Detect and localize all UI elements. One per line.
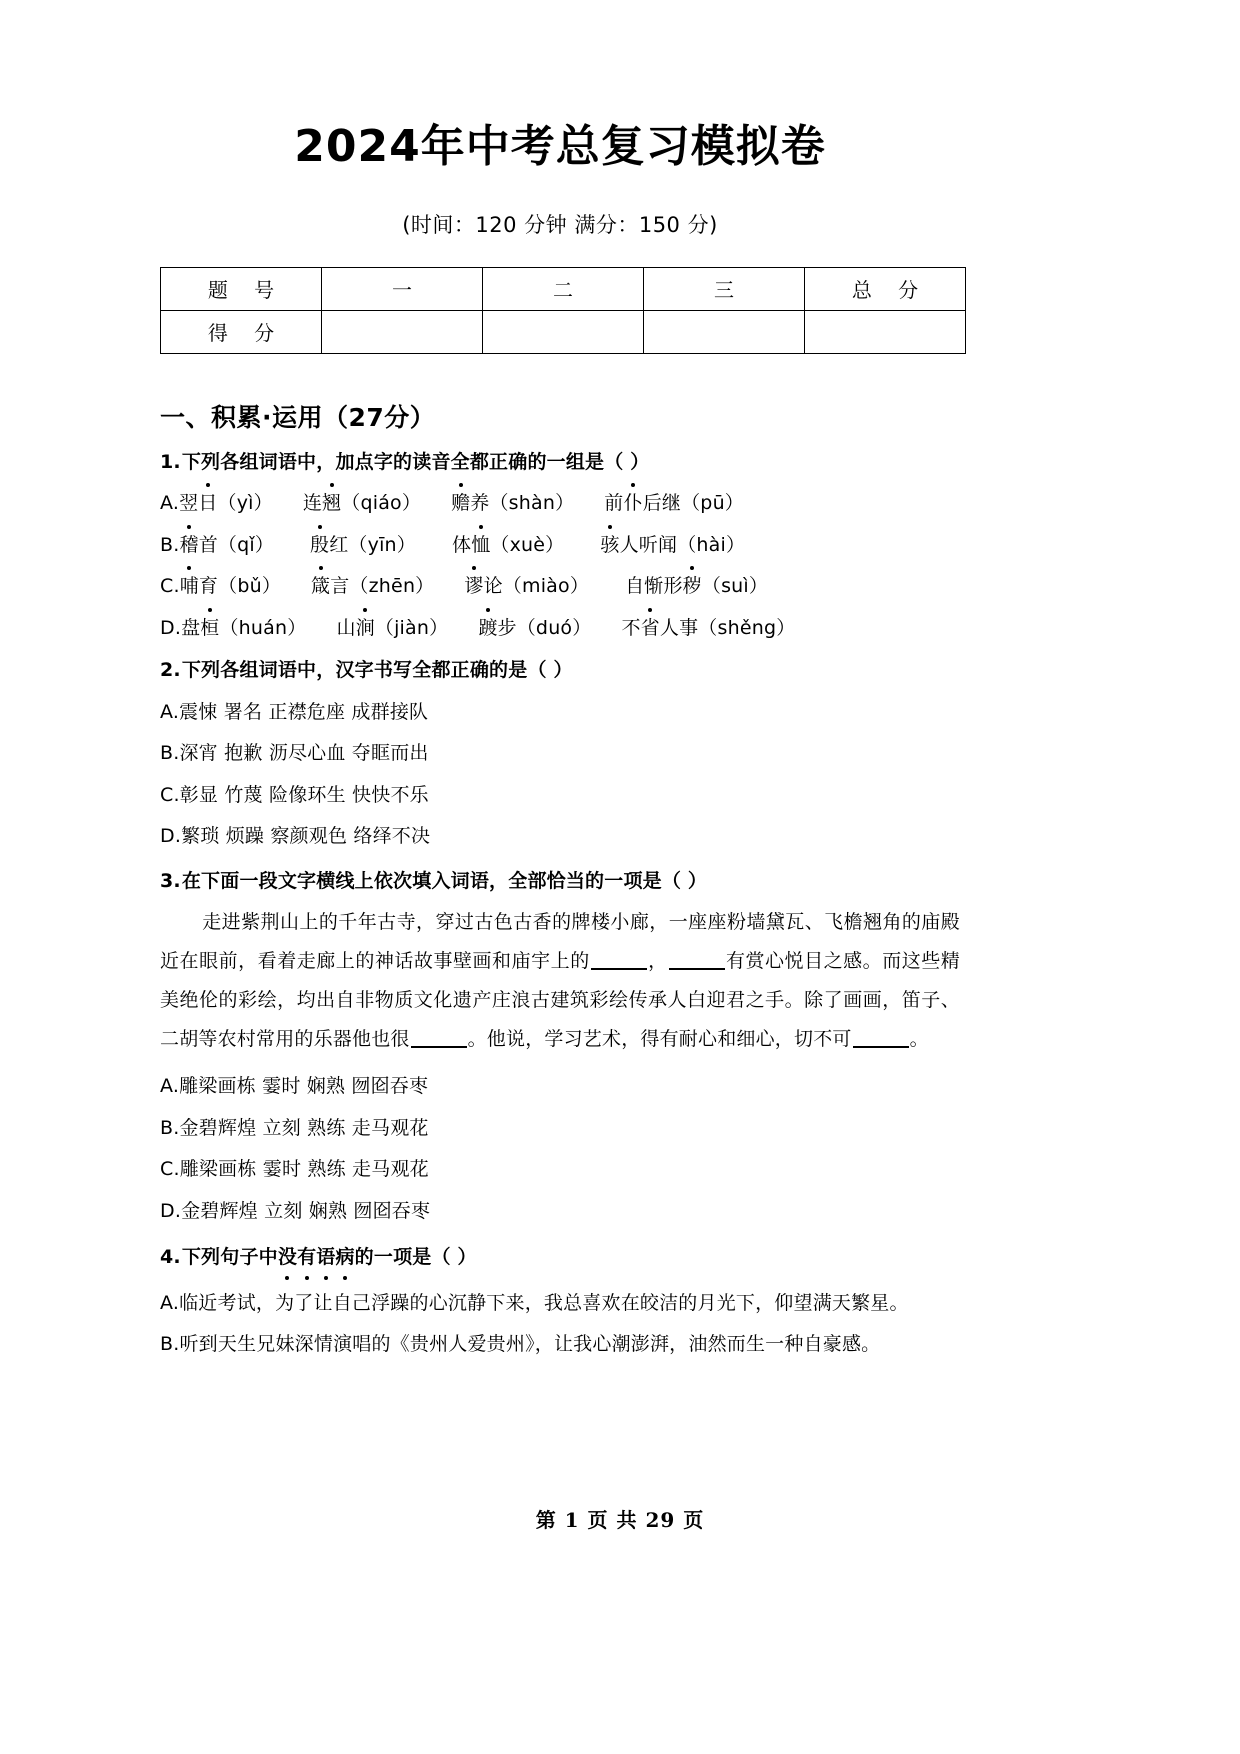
- question-3-option-a[interactable]: [160, 1073, 960, 1101]
- option-text: 雕梁画栋 霎时 娴熟 囫囵吞枣: [179, 1075, 429, 1098]
- option-word-2: 连翘（qiáo）: [303, 492, 421, 514]
- score-table-row-label: 得 分: [161, 310, 322, 353]
- passage-part-3: 有赏心悦目之感。而这些精美绝伦的彩绘，均出自非物质文化遗产庄浪古建筑彩绘传承人白迎君之手。除了画画，笛子、二胡等农村常用的乐器他也很: [160, 950, 961, 1051]
- score-entry-cell[interactable]: [322, 310, 483, 353]
- question-4-stem-text: 下列句子中没有语病的一项是（ ）: [182, 1246, 477, 1268]
- table-row: [161, 310, 966, 353]
- score-entry-cell[interactable]: [483, 310, 644, 353]
- question-2-stem: [160, 656, 960, 685]
- option-word-1: 稽首（qǐ）: [179, 534, 274, 556]
- question-1-number: 1.: [160, 450, 181, 473]
- question-1-option-c[interactable]: [160, 573, 960, 601]
- option-label: D.: [160, 825, 182, 848]
- fill-blank-2[interactable]: [669, 968, 725, 970]
- option-text: 深宵 抱歉 沥尽心血 夺眶而出: [179, 742, 429, 765]
- question-3-passage: [160, 903, 960, 1059]
- option-word-3: 踱步（duó）: [478, 617, 591, 639]
- question-3-option-c[interactable]: [160, 1156, 960, 1184]
- option-label: C.: [160, 1158, 180, 1181]
- score-entry-cell-total[interactable]: [805, 310, 966, 353]
- option-label: A.: [160, 700, 180, 723]
- passage-part-4: 。他说，学习艺术，得有耐心和细心，切不可: [467, 1028, 852, 1051]
- question-2-option-a[interactable]: [160, 699, 960, 727]
- option-label: A.: [160, 1291, 180, 1314]
- option-word-2: 山涧（jiàn）: [336, 617, 448, 639]
- question-2-stem-text: 下列各组词语中，汉字书写全都正确的是（ ）: [181, 659, 573, 682]
- question-3-stem-text: 在下面一段文字横线上依次填入词语，全部恰当的一项是（ ）: [181, 869, 708, 892]
- question-2-option-c[interactable]: [160, 782, 960, 810]
- option-label: B.: [160, 742, 180, 765]
- option-label: C.: [160, 575, 180, 598]
- page-footer: 第 1 页 共 29 页: [535, 1508, 705, 1532]
- option-word-1: 翌日（yì）: [179, 492, 273, 514]
- option-label: D.: [160, 1199, 182, 1222]
- page-title: 2024年中考总复习模拟卷: [294, 121, 826, 172]
- option-word-3: 谬论（miào）: [464, 575, 589, 597]
- table-row: [161, 267, 966, 310]
- exam-info-line: (时间：120 分钟 满分：150 分): [402, 212, 718, 237]
- option-text: 金碧辉煌 立刻 娴熟 囫囵吞枣: [181, 1199, 431, 1222]
- option-label: A.: [160, 492, 180, 515]
- option-label: C.: [160, 783, 180, 806]
- option-text: 震悚 署名 正襟危座 成群接队: [179, 700, 429, 723]
- score-entry-cell[interactable]: [644, 310, 805, 353]
- question-1-option-d[interactable]: [160, 615, 960, 643]
- fill-blank-4[interactable]: [853, 1046, 909, 1048]
- question-2-option-b[interactable]: [160, 740, 960, 768]
- option-word-4: 前仆后继（pū）: [604, 492, 744, 514]
- option-label: B.: [160, 1116, 180, 1139]
- option-label: D.: [160, 616, 182, 639]
- question-4-stem: [160, 1243, 960, 1272]
- question-3-option-b[interactable]: [160, 1115, 960, 1143]
- passage-part-2: ，: [647, 950, 668, 973]
- question-4-option-b[interactable]: [160, 1331, 960, 1359]
- score-table-cell-total: 总 分: [805, 267, 966, 310]
- question-1-stem-text: 下列各组词语中，加点字的读音全都正确的一组是（ ）: [181, 450, 650, 473]
- option-label: B.: [160, 533, 180, 556]
- question-1-option-a[interactable]: [160, 490, 960, 518]
- question-1-stem: [160, 448, 960, 477]
- question-3-option-d[interactable]: [160, 1198, 960, 1226]
- score-table: [160, 267, 966, 354]
- option-text: 听到天生兄妹深情演唱的《贵州人爱贵州》，让我心潮澎湃，油然而生一种自豪感。: [179, 1333, 881, 1356]
- score-table-cell: 三: [644, 267, 805, 310]
- option-text: 临近考试，为了让自己浮躁的心沉静下来，我总喜欢在皎洁的月光下，仰望满天繁星。: [179, 1291, 909, 1314]
- option-label: B.: [160, 1333, 180, 1356]
- question-4-number: 4.: [160, 1246, 181, 1269]
- option-word-3: 体恤（xuè）: [452, 534, 564, 556]
- passage-part-5: 。: [909, 1028, 929, 1051]
- passage-part-1: 走进紫荆山上的千年古寺，穿过古色古香的牌楼小廊，一座座粉墙黛瓦、飞檐翘角的庙殿近在眼前，看着走廊上的神话故事壁画和庙宇上的: [160, 911, 960, 973]
- option-word-3: 赡养（shàn）: [451, 492, 574, 514]
- section-heading-1: 一、积累·运用（27分）: [160, 402, 436, 432]
- score-table-cell: 一: [322, 267, 483, 310]
- question-3-number: 3.: [160, 869, 181, 892]
- option-word-4: 骇人听闻（hài）: [600, 534, 745, 556]
- option-text: 雕梁画栋 霎时 熟练 走马观花: [179, 1158, 429, 1181]
- question-2-number: 2.: [160, 659, 181, 682]
- option-word-4: 自惭形秽（suì）: [625, 575, 768, 597]
- score-table-cell: 二: [483, 267, 644, 310]
- page-content: [160, 0, 960, 1359]
- option-text: 金碧辉煌 立刻 熟练 走马观花: [179, 1116, 429, 1139]
- option-word-2: 箴言（zhēn）: [311, 575, 434, 597]
- option-word-1: 哺育（bǔ）: [180, 575, 281, 597]
- question-1-option-b[interactable]: [160, 532, 960, 560]
- option-word-4: 不省人事（shěng）: [621, 617, 795, 639]
- option-text: 繁琐 烦躁 察颜观色 络绎不决: [181, 825, 431, 848]
- option-text: 彰显 竹蔑 险像环生 快快不乐: [179, 783, 429, 806]
- option-word-2: 殷红（yīn）: [310, 534, 416, 556]
- question-2-option-d[interactable]: [160, 823, 960, 851]
- option-word-1: 盘桓（huán）: [181, 617, 306, 639]
- question-3-stem: [160, 867, 960, 896]
- fill-blank-3[interactable]: [411, 1046, 467, 1048]
- score-table-row-label: 题 号: [161, 267, 322, 310]
- option-label: A.: [160, 1075, 180, 1098]
- fill-blank-1[interactable]: [591, 968, 647, 970]
- question-4-option-a[interactable]: [160, 1290, 960, 1318]
